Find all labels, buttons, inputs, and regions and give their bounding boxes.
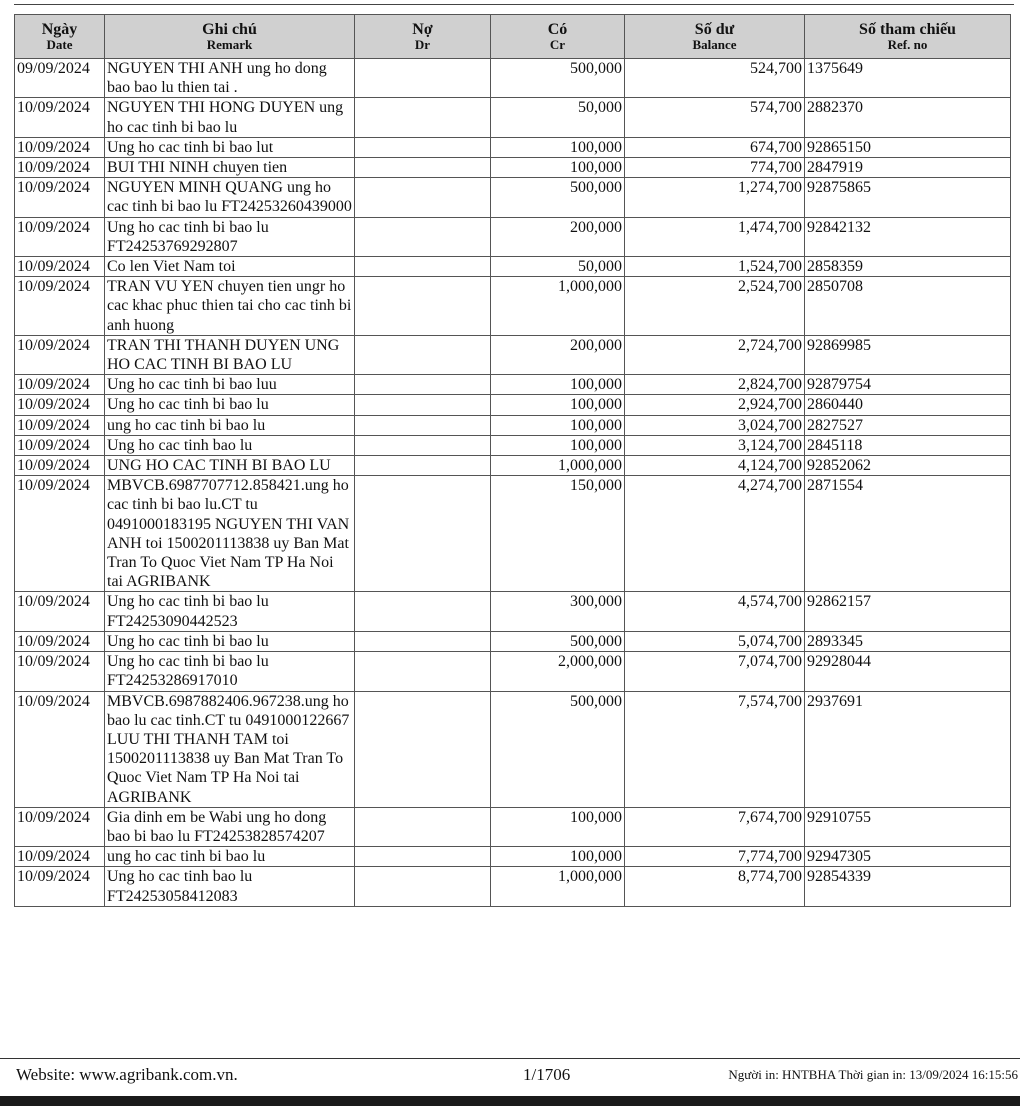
cell-ref: 92879754 — [805, 375, 1011, 395]
cell-credit: 1,000,000 — [491, 867, 625, 906]
table-row — [15, 137, 1011, 157]
table-row — [15, 257, 1011, 277]
column-header-date: Ngày Date — [15, 15, 105, 59]
cell-credit: 100,000 — [491, 395, 625, 415]
page-footer — [0, 1058, 1020, 1089]
cell-date: 10/09/2024 — [15, 867, 105, 906]
cell-ref: 2937691 — [805, 691, 1011, 807]
table-row — [15, 178, 1011, 217]
cell-ref: 92947305 — [805, 847, 1011, 867]
table-row — [15, 867, 1011, 906]
cell-ref: 2850708 — [805, 277, 1011, 336]
table-row — [15, 435, 1011, 455]
cell-date: 10/09/2024 — [15, 335, 105, 374]
cell-credit: 500,000 — [491, 178, 625, 217]
cell-date: 10/09/2024 — [15, 158, 105, 178]
cell-debit — [355, 415, 491, 435]
table-row — [15, 476, 1011, 592]
cell-balance: 7,074,700 — [625, 652, 805, 691]
cell-remark: ung ho cac tinh bi bao lu — [105, 847, 355, 867]
cell-remark: Ung ho cac tinh bi bao lu FT24253769292807 — [105, 217, 355, 256]
cell-date: 10/09/2024 — [15, 137, 105, 157]
cell-debit — [355, 137, 491, 157]
cell-credit: 100,000 — [491, 158, 625, 178]
cell-balance: 674,700 — [625, 137, 805, 157]
cell-remark: MBVCB.6987882406.967238.ung ho bao lu cac tinh.CT tu 0491000122667 LUU THI THANH TAM toi 1500201113838 uy Ban Mat Tran To Quoc Viet Nam TP Ha Noi tai AGRIBANK — [105, 691, 355, 807]
cell-date: 10/09/2024 — [15, 592, 105, 631]
cell-remark: TRAN THI THANH DUYEN UNG HO CAC TINH BI BAO LU — [105, 335, 355, 374]
cell-date: 10/09/2024 — [15, 178, 105, 217]
cell-balance: 5,074,700 — [625, 631, 805, 651]
cell-date: 10/09/2024 — [15, 807, 105, 846]
cell-credit: 100,000 — [491, 847, 625, 867]
footer-printer-info: Người in: HNTBHA Thời gian in: 13/09/2024 16:15:56 — [728, 1067, 1018, 1082]
table-row — [15, 158, 1011, 178]
cell-debit — [355, 652, 491, 691]
cell-ref: 1375649 — [805, 59, 1011, 98]
cell-remark: Ung ho cac tinh bao lu FT24253058412083 — [105, 867, 355, 906]
cell-debit — [355, 158, 491, 178]
cell-balance: 574,700 — [625, 98, 805, 137]
cell-debit — [355, 476, 491, 592]
cell-ref: 2827527 — [805, 415, 1011, 435]
cell-ref: 92865150 — [805, 137, 1011, 157]
cell-balance: 7,674,700 — [625, 807, 805, 846]
cell-debit — [355, 59, 491, 98]
cell-balance: 1,474,700 — [625, 217, 805, 256]
table-row — [15, 456, 1011, 476]
cell-ref: 92875865 — [805, 178, 1011, 217]
table-row — [15, 277, 1011, 336]
cell-remark: Ung ho cac tinh bi bao lu FT24253090442523 — [105, 592, 355, 631]
column-header-debit: Nợ Dr — [355, 15, 491, 59]
cell-remark: NGUYEN THI ANH ung ho dong bao bao lu thien tai . — [105, 59, 355, 98]
cell-remark: TRAN VU YEN chuyen tien ungr ho cac khac phuc thien tai cho cac tinh bi anh huong — [105, 277, 355, 336]
cell-ref: 92852062 — [805, 456, 1011, 476]
cell-debit — [355, 335, 491, 374]
cell-date: 10/09/2024 — [15, 217, 105, 256]
cell-debit — [355, 691, 491, 807]
cell-ref: 92854339 — [805, 867, 1011, 906]
cell-balance: 2,824,700 — [625, 375, 805, 395]
cell-balance: 1,274,700 — [625, 178, 805, 217]
cell-ref: 2882370 — [805, 98, 1011, 137]
cell-credit: 300,000 — [491, 592, 625, 631]
cell-ref: 92842132 — [805, 217, 1011, 256]
cell-balance: 4,574,700 — [625, 592, 805, 631]
cell-date: 10/09/2024 — [15, 277, 105, 336]
cell-ref: 92928044 — [805, 652, 1011, 691]
table-row — [15, 807, 1011, 846]
cell-credit: 1,000,000 — [491, 456, 625, 476]
cell-credit: 200,000 — [491, 335, 625, 374]
cell-balance: 4,124,700 — [625, 456, 805, 476]
table-row — [15, 652, 1011, 691]
cell-balance: 524,700 — [625, 59, 805, 98]
cell-ref: 92869985 — [805, 335, 1011, 374]
cell-credit: 150,000 — [491, 476, 625, 592]
cell-remark: Ung ho cac tinh bi bao luu — [105, 375, 355, 395]
cell-debit — [355, 435, 491, 455]
cell-credit: 100,000 — [491, 807, 625, 846]
bottom-dark-bar — [0, 1096, 1020, 1106]
transaction-table — [14, 14, 1011, 907]
cell-credit: 100,000 — [491, 137, 625, 157]
cell-ref: 92910755 — [805, 807, 1011, 846]
cell-debit — [355, 807, 491, 846]
cell-balance: 2,524,700 — [625, 277, 805, 336]
column-header-credit: Có Cr — [491, 15, 625, 59]
cell-balance: 3,024,700 — [625, 415, 805, 435]
transaction-rows — [15, 59, 1011, 907]
cell-credit: 500,000 — [491, 59, 625, 98]
cell-debit — [355, 257, 491, 277]
footer-page-number: 1/1706 — [523, 1065, 571, 1084]
cell-date: 10/09/2024 — [15, 415, 105, 435]
table-row — [15, 98, 1011, 137]
table-row — [15, 217, 1011, 256]
cell-date: 10/09/2024 — [15, 476, 105, 592]
table-row — [15, 691, 1011, 807]
cell-balance: 1,524,700 — [625, 257, 805, 277]
cell-credit: 50,000 — [491, 257, 625, 277]
column-header-remark: Ghi chú Remark — [105, 15, 355, 59]
cell-remark: UNG HO CAC TINH BI BAO LU — [105, 456, 355, 476]
cell-credit: 1,000,000 — [491, 277, 625, 336]
table-row — [15, 847, 1011, 867]
column-header-balance: Số dư Balance — [625, 15, 805, 59]
cell-debit — [355, 277, 491, 336]
cell-balance: 7,574,700 — [625, 691, 805, 807]
cell-debit — [355, 178, 491, 217]
cell-ref: 2847919 — [805, 158, 1011, 178]
cell-ref: 2845118 — [805, 435, 1011, 455]
cell-date: 10/09/2024 — [15, 691, 105, 807]
cell-balance: 2,924,700 — [625, 395, 805, 415]
cell-credit: 200,000 — [491, 217, 625, 256]
cell-remark: ung ho cac tinh bi bao lu — [105, 415, 355, 435]
table-row — [15, 59, 1011, 98]
cell-debit — [355, 217, 491, 256]
cell-credit: 100,000 — [491, 415, 625, 435]
cell-debit — [355, 375, 491, 395]
table-header-row — [15, 15, 1011, 59]
cell-remark: Co len Viet Nam toi — [105, 257, 355, 277]
cell-ref: 92862157 — [805, 592, 1011, 631]
table-row — [15, 375, 1011, 395]
cell-remark: Ung ho cac tinh bi bao lu — [105, 395, 355, 415]
cell-remark: Ung ho cac tinh bi bao lu — [105, 631, 355, 651]
cell-balance: 4,274,700 — [625, 476, 805, 592]
cell-debit — [355, 867, 491, 906]
cell-balance: 2,724,700 — [625, 335, 805, 374]
table-row — [15, 592, 1011, 631]
cell-remark: Ung ho cac tinh bi bao lu FT24253286917010 — [105, 652, 355, 691]
cell-credit: 500,000 — [491, 631, 625, 651]
cell-balance: 3,124,700 — [625, 435, 805, 455]
cell-date: 10/09/2024 — [15, 631, 105, 651]
top-border-line — [14, 0, 1014, 5]
cell-balance: 7,774,700 — [625, 847, 805, 867]
table-row — [15, 415, 1011, 435]
cell-date: 10/09/2024 — [15, 435, 105, 455]
cell-remark: NGUYEN THI HONG DUYEN ung ho cac tinh bi bao lu — [105, 98, 355, 137]
cell-remark: Ung ho cac tinh bao lu — [105, 435, 355, 455]
cell-remark: Ung ho cac tinh bi bao lut — [105, 137, 355, 157]
cell-debit — [355, 592, 491, 631]
table-row — [15, 395, 1011, 415]
cell-credit: 500,000 — [491, 691, 625, 807]
cell-date: 10/09/2024 — [15, 652, 105, 691]
cell-remark: MBVCB.6987707712.858421.ung ho cac tinh bi bao lu.CT tu 0491000183195 NGUYEN THI VAN ANH toi 1500201113838 uy Ban Mat Tran To Quoc Viet Nam TP Ha Noi tai AGRIBANK — [105, 476, 355, 592]
cell-date: 10/09/2024 — [15, 847, 105, 867]
cell-ref: 2893345 — [805, 631, 1011, 651]
table-row — [15, 631, 1011, 651]
cell-date: 10/09/2024 — [15, 395, 105, 415]
cell-ref: 2871554 — [805, 476, 1011, 592]
cell-remark: Gia dinh em be Wabi ung ho dong bao bi bao lu FT24253828574207 — [105, 807, 355, 846]
cell-date: 09/09/2024 — [15, 59, 105, 98]
cell-debit — [355, 98, 491, 137]
cell-debit — [355, 847, 491, 867]
table-row — [15, 335, 1011, 374]
cell-credit: 100,000 — [491, 435, 625, 455]
cell-debit — [355, 456, 491, 476]
cell-balance: 8,774,700 — [625, 867, 805, 906]
cell-date: 10/09/2024 — [15, 257, 105, 277]
cell-debit — [355, 631, 491, 651]
cell-credit: 50,000 — [491, 98, 625, 137]
footer-website: Website: www.agribank.com.vn. — [16, 1065, 238, 1084]
cell-ref: 2858359 — [805, 257, 1011, 277]
cell-debit — [355, 395, 491, 415]
cell-remark: NGUYEN MINH QUANG ung ho cac tinh bi bao lu FT24253260439000 — [105, 178, 355, 217]
cell-ref: 2860440 — [805, 395, 1011, 415]
cell-credit: 2,000,000 — [491, 652, 625, 691]
cell-balance: 774,700 — [625, 158, 805, 178]
cell-date: 10/09/2024 — [15, 98, 105, 137]
cell-date: 10/09/2024 — [15, 375, 105, 395]
cell-remark: BUI THI NINH chuyen tien — [105, 158, 355, 178]
cell-credit: 100,000 — [491, 375, 625, 395]
column-header-ref: Số tham chiếu Ref. no — [805, 15, 1011, 59]
cell-date: 10/09/2024 — [15, 456, 105, 476]
